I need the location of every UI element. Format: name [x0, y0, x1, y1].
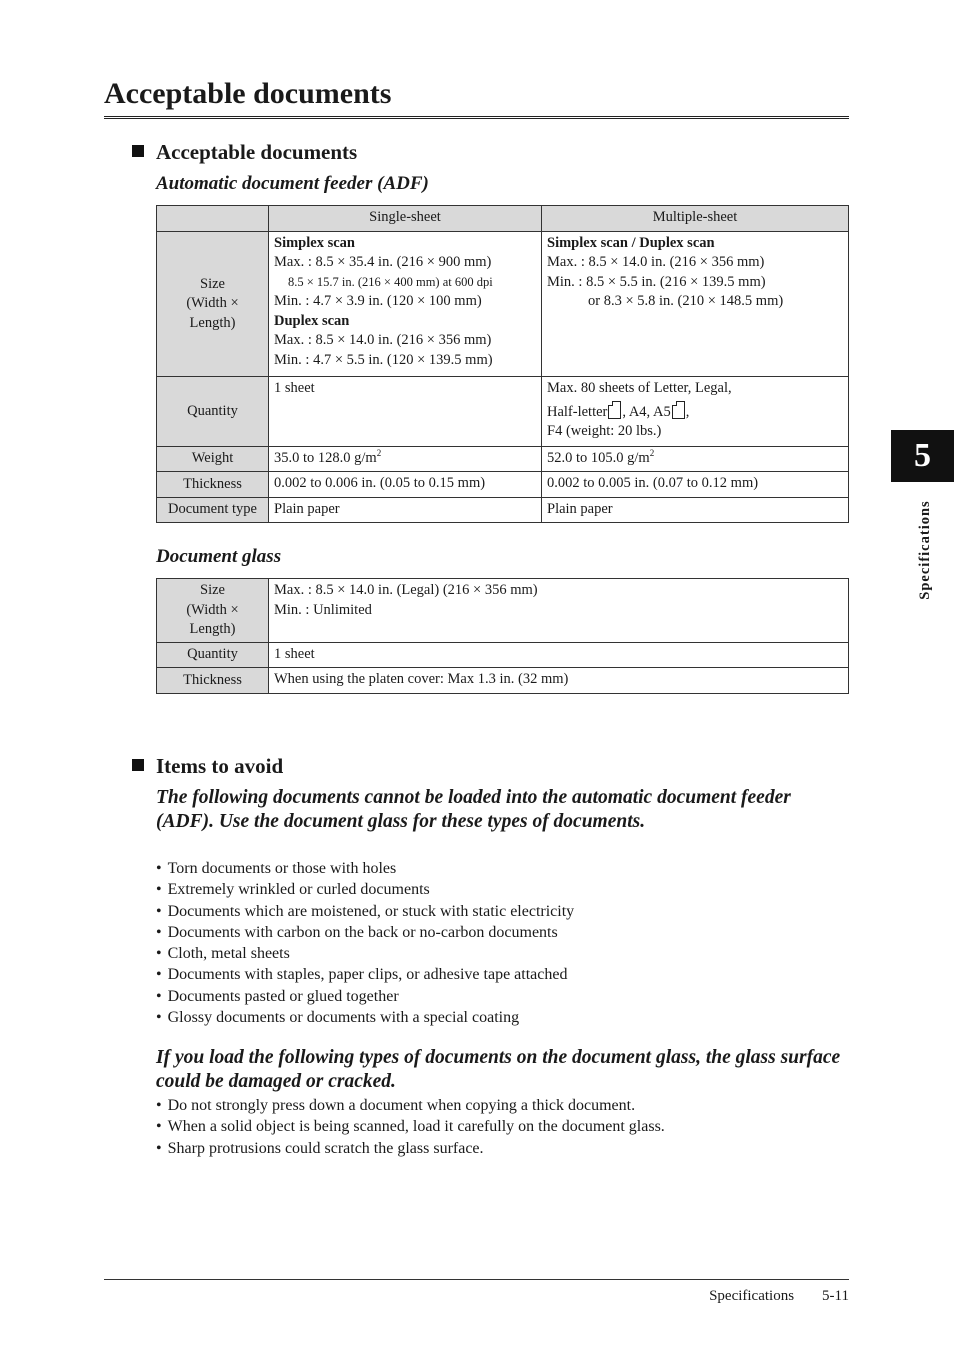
half-letter-text: Half-letter: [547, 403, 608, 420]
header-corner-cell: [157, 206, 269, 232]
glass-size-cell: [269, 579, 849, 643]
list-item: • Do not strongly press down a document when copying a thick document.: [156, 1095, 849, 1116]
quantity-single-cell: 1 sheet: [269, 377, 542, 447]
list-item: • Torn documents or those with holes: [156, 858, 849, 879]
list-item: • Documents pasted or glued together: [156, 986, 849, 1007]
list-item: • Extremely wrinkled or curled documents: [156, 879, 849, 900]
row-label-thickness: Thickness: [157, 668, 269, 694]
size-single-cell: [269, 231, 542, 377]
portrait-orientation-icon: [608, 401, 621, 419]
table-row: [157, 579, 849, 643]
section-heading-text: Items to avoid: [156, 754, 284, 778]
row-label-document-type: Document type: [157, 497, 269, 523]
table-row: [157, 497, 849, 523]
simplex-min: Min. : 4.7 × 3.9 in. (120 × 100 mm): [274, 293, 482, 309]
simplex-duplex-heading: Simplex scan / Duplex scan: [547, 234, 715, 251]
square-bullet-icon: [132, 759, 144, 771]
glass-spec-table: [156, 578, 849, 694]
row-label-quantity: Quantity: [157, 642, 269, 668]
adf-avoid-list: [156, 858, 849, 1028]
quantity-multi-line: [547, 401, 843, 423]
glass-avoid-intro: If you load the following types of documents on the document glass, the glass surface could be damaged or cracked.: [156, 1047, 841, 1092]
table-row: [157, 231, 849, 377]
list-item: • Documents which are moistened, or stuck with static electricity: [156, 901, 849, 922]
section-heading-items-to-avoid: [132, 753, 283, 779]
multi-min: Min. : 8.5 × 5.5 in. (216 × 139.5 mm): [547, 273, 766, 290]
glass-size-min: Min. : Unlimited: [274, 601, 372, 618]
adf-avoid-intro: The following documents cannot be loaded into the automatic document feeder (ADF). Use the document glass for these types of documents.: [156, 787, 791, 832]
list-item: • Sharp protrusions could scratch the glass surface.: [156, 1138, 849, 1159]
footer-page-number: 5-11: [822, 1288, 849, 1304]
row-label-thickness: Thickness: [157, 472, 269, 498]
quantity-multiple-cell: [542, 377, 849, 447]
list-item: • When a solid object is being scanned, load it carefully on the document glass.: [156, 1116, 849, 1137]
glass-avoid-list: [156, 1095, 849, 1159]
glass-size-max: Max. : 8.5 × 14.0 in. (Legal) (216 × 356 mm): [274, 582, 538, 598]
thickness-multiple-cell: 0.002 to 0.005 in. (0.07 to 0.12 mm): [542, 472, 849, 498]
table-row: [157, 472, 849, 498]
header-multiple-sheet: Multiple-sheet: [542, 206, 849, 232]
document-glass-heading: Document glass: [156, 546, 282, 567]
adf-spec-table: [156, 205, 849, 523]
weight-multiple-cell: [542, 446, 849, 472]
square-bullet-icon: [132, 145, 144, 157]
weight-multi-value: 52.0 to 105.0 g/m: [547, 449, 650, 466]
simplex-max: Max. : 8.5 × 35.4 in. (216 × 900 mm): [274, 254, 492, 270]
glass-quantity-cell: 1 sheet: [269, 642, 849, 668]
multi-max: Max. : 8.5 × 14.0 in. (216 × 356 mm): [547, 254, 765, 270]
table-row: [157, 446, 849, 472]
table-row: [157, 642, 849, 668]
size-label-line: Size: [200, 582, 225, 598]
size-label-line: Size: [200, 275, 225, 292]
chapter-side-label: Specifications: [917, 500, 933, 600]
multi-min-alt: or 8.3 × 5.8 in. (210 × 148.5 mm): [588, 293, 784, 309]
row-label-weight: Weight: [157, 446, 269, 472]
footer-section: Specifications: [709, 1288, 795, 1304]
list-item: • Cloth, metal sheets: [156, 943, 849, 964]
size-label-line: (Width ×: [186, 295, 239, 311]
doctype-single-cell: Plain paper: [269, 497, 542, 523]
list-item: • Documents with staples, paper clips, or adhesive tape attached: [156, 964, 849, 985]
duplex-max: Max. : 8.5 × 14.0 in. (216 × 356 mm): [274, 332, 492, 348]
row-label-size: [157, 579, 269, 643]
glass-thickness-cell: When using the platen cover: Max 1.3 in. (32 mm): [269, 668, 849, 694]
list-item: • Glossy documents or documents with a special coating: [156, 1007, 849, 1028]
quantity-multi-line: Max. 80 sheets of Letter, Legal,: [547, 380, 732, 396]
a4-a5-text: , A4, A5: [622, 403, 671, 420]
size-label-line: (Width ×: [186, 601, 239, 618]
simplex-600dpi: 8.5 × 15.7 in. (216 × 400 mm) at 600 dpi: [288, 274, 493, 289]
duplex-scan-heading: Duplex scan: [274, 312, 350, 329]
thickness-single-cell: 0.002 to 0.006 in. (0.05 to 0.15 mm): [269, 472, 542, 498]
footer-divider: [104, 1279, 849, 1280]
section-heading-acceptable: [132, 139, 357, 165]
row-label-size: [157, 231, 269, 377]
page-footer: [600, 1286, 849, 1306]
comma-text: ,: [685, 403, 690, 420]
weight-single-cell: [269, 446, 542, 472]
table-row: [157, 668, 849, 694]
superscript-2: 2: [376, 447, 382, 458]
size-multiple-cell: [542, 231, 849, 377]
row-label-quantity: Quantity: [157, 377, 269, 447]
doctype-multiple-cell: Plain paper: [542, 497, 849, 523]
size-label-line: Length): [189, 314, 236, 331]
duplex-min: Min. : 4.7 × 5.5 in. (120 × 139.5 mm): [274, 351, 493, 368]
page-title: Acceptable documents: [104, 74, 849, 119]
simplex-scan-heading: Simplex scan: [274, 234, 355, 251]
quantity-multi-line: F4 (weight: 20 lbs.): [547, 423, 662, 439]
superscript-2: 2: [649, 447, 655, 458]
table-row: [157, 377, 849, 447]
adf-heading: Automatic document feeder (ADF): [156, 173, 429, 194]
chapter-tab: 5: [891, 430, 954, 482]
portrait-orientation-icon: [672, 401, 685, 419]
list-item: • Documents with carbon on the back or no-carbon documents: [156, 922, 849, 943]
weight-single-value: 35.0 to 128.0 g/m: [274, 449, 377, 466]
section-heading-text: Acceptable documents: [156, 140, 358, 164]
header-single-sheet: Single-sheet: [269, 206, 542, 232]
size-label-line: Length): [189, 621, 236, 637]
table-header-row: [157, 206, 849, 232]
